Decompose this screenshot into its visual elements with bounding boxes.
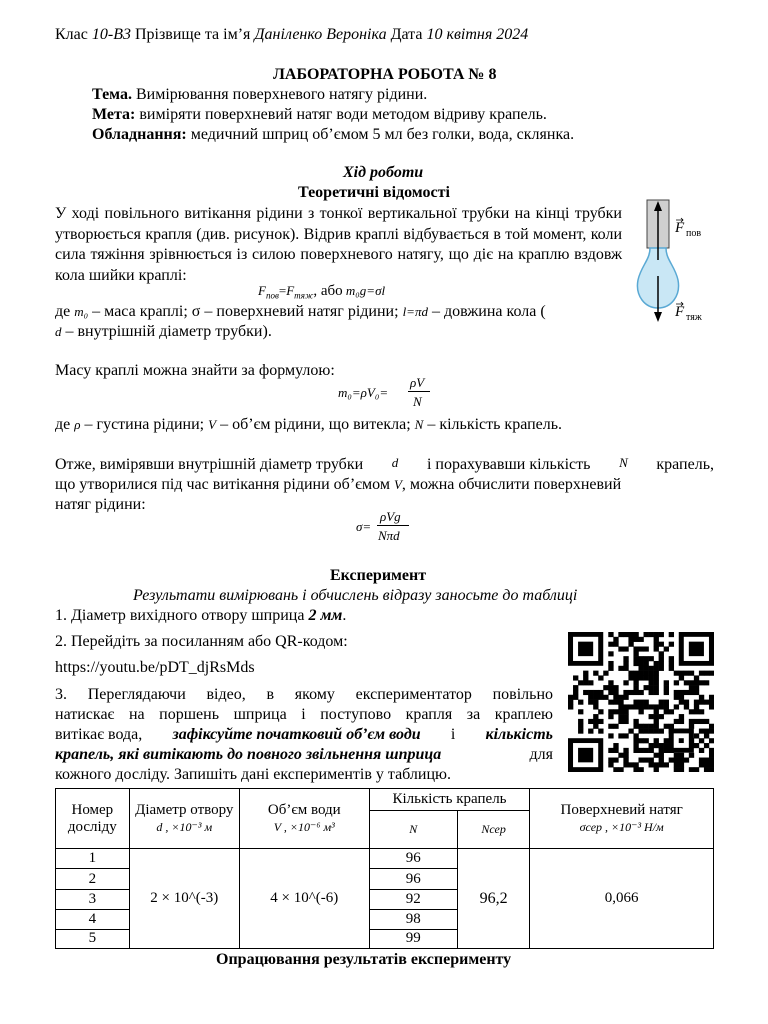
date-value: 10 квітня 2024 bbox=[426, 26, 529, 43]
theory-paragraph-2-line1: де m₀ – маса краплі; σ – поверхневий натяг рідини; l=πd – довжина кола ( bbox=[55, 303, 546, 320]
experiment-item-3-line1: 3. Переглядаючи відео, в якому експериментатор повільно bbox=[55, 686, 553, 703]
theory-paragraph-4: де ρ – густина рідини; V – об’єм рідини, що витекла; N – кількість крапель. bbox=[55, 416, 563, 433]
drop-count: 99 bbox=[369, 929, 457, 948]
video-link[interactable]: https://youtu.be/pDT_djRsMds bbox=[55, 659, 255, 676]
drop-count: 96 bbox=[369, 849, 457, 869]
equipment-label: Обладнання: bbox=[92, 126, 187, 143]
fig-label-bottom: F bbox=[675, 304, 685, 320]
class-label: Клас bbox=[55, 26, 88, 43]
header-n-avg: Nсер bbox=[457, 811, 529, 849]
row-number: 4 bbox=[56, 909, 130, 929]
date-label: Дата bbox=[390, 26, 423, 43]
fig-label-top: F bbox=[675, 220, 685, 236]
experiment-item-2: 2. Перейдіть за посиланням або QR-кодом: bbox=[55, 633, 348, 650]
svg-text:тяж: тяж bbox=[686, 312, 702, 323]
header-n: N bbox=[369, 811, 457, 849]
theory-paragraph-5-line2: що утворилися під час витікання рідини об’ємом V, можна обчислити поверхневий bbox=[55, 476, 622, 493]
qr-code[interactable] bbox=[568, 632, 714, 772]
row-number: 3 bbox=[56, 889, 130, 909]
theory-paragraph-5-line1: Отже, вимірявши внутрішній діаметр трубки d і порахувавши кількість N крапель, bbox=[55, 455, 714, 473]
volume-value: 4 × 10^(-6) bbox=[239, 849, 369, 949]
experiment-subheading: Результати вимірювань і обчислень відразу заносьте до таблиці bbox=[133, 587, 578, 604]
lab-goal bbox=[92, 106, 547, 124]
drop-count-avg: 96,2 bbox=[457, 849, 529, 949]
svg-text:пов: пов bbox=[686, 228, 702, 239]
procedure-heading: Хід роботи bbox=[343, 164, 424, 181]
theory-paragraph-5-line3: натяг рідини: bbox=[55, 496, 146, 513]
formula-force-balance: $F_{пов}=F_{тяж}$, або m₀g=σl bbox=[258, 283, 386, 301]
row-number: 5 bbox=[56, 929, 130, 948]
experiment-item-3-line3: витікає вода, зафіксуйте початковий об’єм води і кількість bbox=[55, 726, 553, 743]
name-label: Прізвище та ім’я bbox=[134, 26, 251, 43]
theory-paragraph-2-line2: d – внутрішній діаметр трубки). bbox=[55, 323, 272, 340]
experiment-item-1: 1. Діаметр вихідного отвору шприца 2 мм. bbox=[55, 607, 347, 624]
header-surface-tension: Поверхневий натяг σсер , ×10⁻³ Н/м bbox=[530, 789, 714, 849]
theory-paragraph-1: У ході повільного витікання рідини з тонкої вертикальної трубки на кінці трубки утворюється крапля (див. рисунок). Відрив краплі відбувається в той момент, коли сила тяжіння зрівнюється із силою поверхневого натягу, що діє на краплю вздовж кола шийки краплі: bbox=[55, 205, 622, 284]
surface-tension-value: 0,066 bbox=[530, 849, 714, 949]
topic-text: Вимірювання поверхневого натягу рідини. bbox=[135, 86, 428, 103]
lab-title: ЛАБОРАТОРНА РОБОТА № 8 bbox=[273, 66, 497, 83]
equipment-text: медичний шприц об’ємом 5 мл без голки, вода, склянка. bbox=[190, 126, 575, 143]
student-header bbox=[55, 26, 528, 44]
header-diameter: Діаметр отвору d , ×10⁻³ м bbox=[129, 789, 239, 849]
experiment-item-3-line2: натискає на поршень шприца і поступово крапля за краплею bbox=[55, 706, 553, 723]
header-drop-count: Кількість крапель bbox=[369, 789, 530, 811]
experiment-item-3-line4: крапель, які витікають до повного звільнення шприца для bbox=[55, 746, 553, 763]
lab-topic bbox=[92, 86, 427, 104]
header-number: Номер досліду bbox=[56, 789, 130, 849]
results-table bbox=[55, 788, 714, 949]
drop-figure bbox=[625, 198, 715, 326]
name-value: Даніленко Вероніка bbox=[254, 26, 387, 43]
drop-count: 92 bbox=[369, 889, 457, 909]
row-number: 1 bbox=[56, 849, 130, 869]
topic-label: Тема. bbox=[92, 86, 132, 103]
theory-heading: Теоретичні відомості bbox=[298, 184, 450, 201]
goal-text: виміряти поверхневий натяг води методом відриву крапель. bbox=[139, 106, 547, 123]
lab-equipment bbox=[92, 126, 574, 144]
row-number: 2 bbox=[56, 869, 130, 889]
header-volume: Об’єм води V , ×10⁻⁶ м³ bbox=[239, 789, 369, 849]
experiment-item-3-line5: кожного досліду. Запишіть дані експериментів у таблицю. bbox=[55, 766, 451, 783]
drop-count: 98 bbox=[369, 909, 457, 929]
processing-heading: Опрацювання результатів експерименту bbox=[216, 951, 512, 968]
goal-label: Мета: bbox=[92, 106, 136, 123]
theory-paragraph-3: Масу краплі можна знайти за формулою: bbox=[55, 362, 335, 379]
drop-count: 96 bbox=[369, 869, 457, 889]
diameter-value: 2 × 10^(-3) bbox=[129, 849, 239, 949]
class-value: 10-В3 bbox=[91, 26, 131, 43]
experiment-heading: Експеримент bbox=[330, 567, 427, 584]
